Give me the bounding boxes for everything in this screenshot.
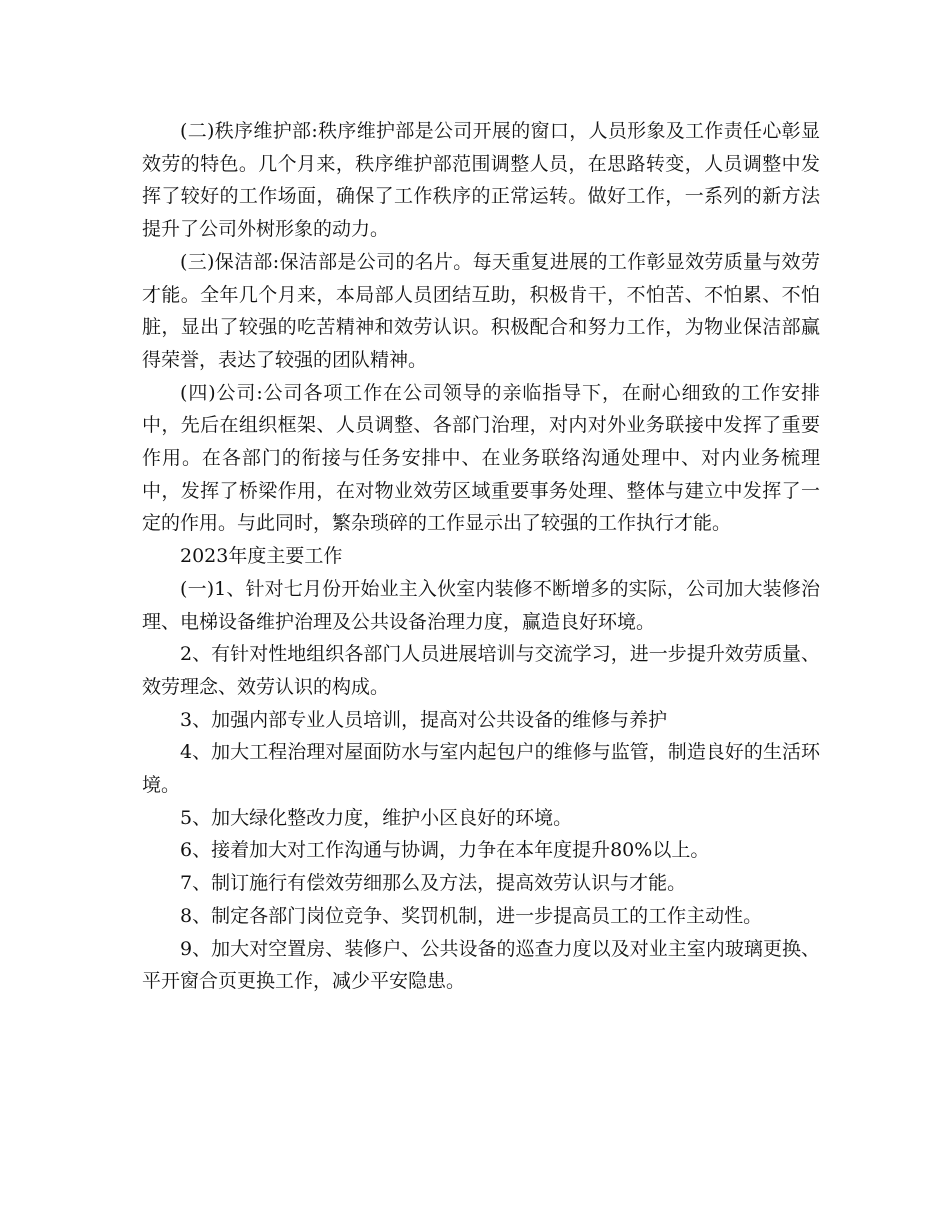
list-item-3: 3、加强内部专业人员培训，提高对公共设备的维修与养护 [180, 708, 668, 731]
paragraph-order-maintenance: (二)秩序维护部:秩序维护部是公司开展的窗口，人员形象及工作责任心彰显效劳的特色。几个月来，秩序维护部范围调整人员，在思路转变，人员调整中发挥了较好的工作场面，确保了工作秩序的正常运转。做好工作，一系列的新方法提升了公司外树形象的动力。 [142, 120, 820, 241]
list-item-1: (一)1、针对七月份开始业主入伙室内装修不断增多的实际，公司加大装修治理、电梯设备维护治理及公共设备治理力度，赢造良好环境。 [142, 577, 820, 633]
paragraph-company: (四)公司:公司各项工作在公司领导的亲临指导下，在耐心细致的工作安排中，先后在组织框架、人员调整、各部门治理，对内对外业务联接中发挥了重要作用。在各部门的衔接与任务安排中、在业务联络沟通处理中、对内业务梳理中，发挥了桥梁作用，在对物业效劳区域重要事务处理、整体与建立中发挥了一定的作用。与此同时，繁杂琐碎的工作显示出了较强的工作执行才能。 [142, 381, 820, 535]
list-item-7: 7、制订施行有偿效劳细那么及方法，提高效劳认识与才能。 [180, 872, 687, 895]
section-heading-main-work: 2023年度主要工作 [180, 545, 343, 568]
document-body [142, 115, 820, 998]
paragraph-cleaning: (三)保洁部:保洁部是公司的名片。每天重复进展的工作彰显效劳质量与效劳才能。全年几个月来，本局部人员团结互助，积极肯干，不怕苦、不怕累、不怕脏，显出了较强的吃苦精神和效劳认识。积极配合和努力工作，为物业保洁部赢得荣誉，表达了较强的团队精神。 [142, 250, 820, 371]
list-item-8: 8、制定各部门岗位竞争、奖罚机制，进一步提高员工的工作主动性。 [180, 904, 763, 927]
list-item-6: 6、接着加大对工作沟通与协调，力争在本年度提升80%以上。 [180, 839, 710, 862]
list-item-5: 5、加大绿化整改力度，维护小区良好的环境。 [180, 806, 573, 829]
list-item-2: 2、有针对性地组织各部门人员进展培训与交流学习，进一步提升效劳质量、效劳理念、效劳认识的构成。 [142, 643, 820, 698]
list-item-9: 9、加大对空置房、装修户、公共设备的巡查力度以及对业主室内玻璃更换、平开窗合页更换工作，减少平安隐患。 [142, 937, 820, 993]
list-item-4: 4、加大工程治理对屋面防水与室内起包户的维修与监管，制造良好的生活环境。 [142, 741, 820, 797]
